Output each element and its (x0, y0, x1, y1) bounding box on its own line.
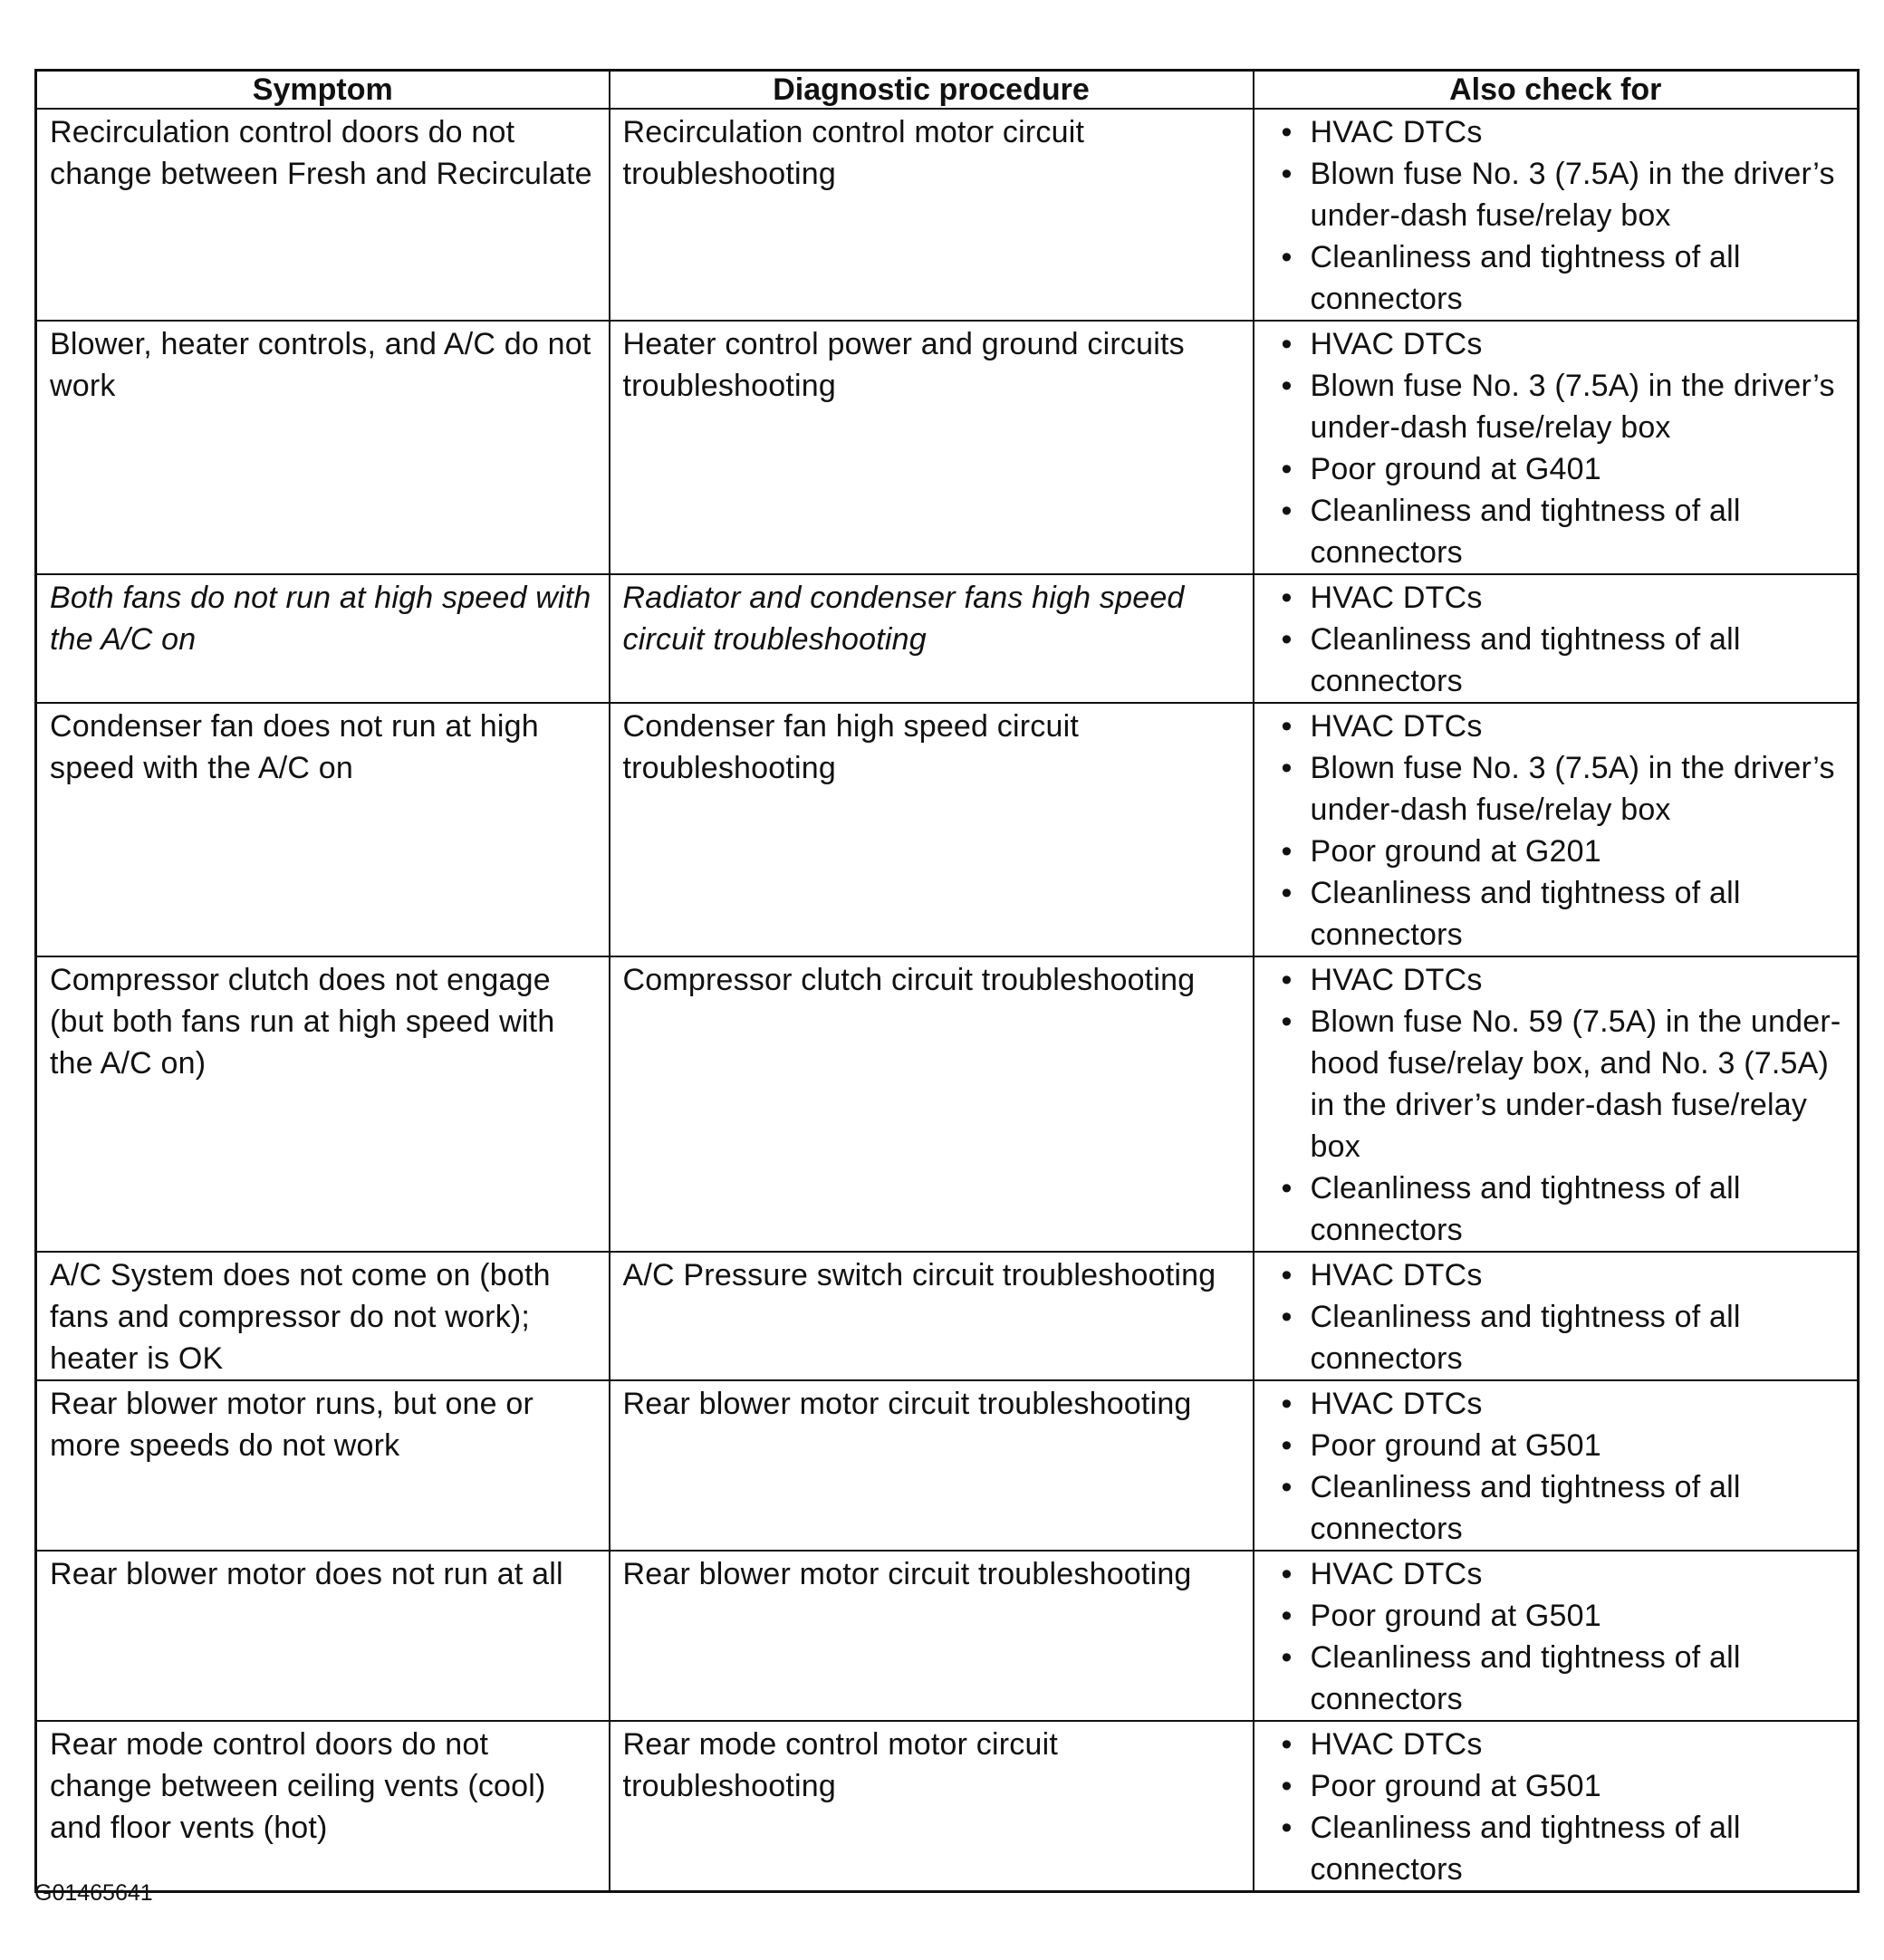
check-item-text: HVAC DTCs (1310, 1557, 1483, 1591)
check-item-text: Cleanliness and tightness of all connectors (1310, 876, 1741, 952)
table-row (36, 703, 1859, 956)
header-symptom: Symptom (36, 71, 610, 110)
bullet-icon: • (1281, 963, 1293, 997)
bullet-icon: • (1281, 494, 1293, 528)
check-item (1271, 1001, 1847, 1167)
procedure-cell: Radiator and condenser fans high speed circuit troubleshooting (610, 574, 1254, 703)
check-item (1271, 365, 1847, 448)
bullet-icon: • (1281, 709, 1293, 744)
bullet-icon: • (1281, 1470, 1293, 1504)
bullet-icon: • (1281, 622, 1293, 657)
check-item-text: HVAC DTCs (1310, 1727, 1483, 1762)
check-item-text: HVAC DTCs (1310, 1258, 1483, 1292)
bullet-icon: • (1281, 1769, 1293, 1803)
table-row (36, 1380, 1859, 1551)
check-item (1271, 1724, 1847, 1765)
check-item-text: Cleanliness and tightness of all connectors (1310, 1470, 1741, 1546)
check-item-text: HVAC DTCs (1310, 709, 1483, 744)
check-item-text: Poor ground at G201 (1310, 834, 1601, 869)
table-row (36, 1721, 1859, 1892)
check-item-text: Poor ground at G501 (1310, 1599, 1601, 1633)
check-item (1271, 1466, 1847, 1550)
table-row (36, 1252, 1859, 1380)
check-item (1271, 236, 1847, 320)
check-item (1271, 872, 1847, 956)
bullet-icon: • (1281, 1811, 1293, 1845)
procedure-cell: Rear blower motor circuit troubleshooting (610, 1380, 1254, 1551)
symptom-cell: Condenser fan does not run at high speed with the A/C on (36, 703, 610, 956)
procedure-cell: A/C Pressure switch circuit troubleshooting (610, 1252, 1254, 1380)
figure-id: G01465641 (34, 1880, 153, 1906)
check-item (1271, 747, 1847, 831)
also-check-cell (1254, 1380, 1859, 1551)
header-diagnostic-procedure: Diagnostic procedure (610, 71, 1254, 110)
check-list (1267, 1254, 1847, 1379)
symptom-cell: A/C System does not come on (both fans and compressor do not work); heater is OK (36, 1252, 610, 1380)
bullet-icon: • (1281, 1727, 1293, 1762)
procedure-cell: Rear mode control motor circuit troubleshooting (610, 1721, 1254, 1892)
check-item (1271, 1296, 1847, 1379)
bullet-icon: • (1281, 1428, 1293, 1463)
troubleshooting-table (34, 69, 1860, 1893)
table-row (36, 321, 1859, 574)
check-item (1271, 323, 1847, 365)
check-list (1267, 111, 1847, 320)
check-list (1267, 959, 1847, 1251)
also-check-cell (1254, 1252, 1859, 1380)
bullet-icon: • (1281, 581, 1293, 615)
symptom-cell: Both fans do not run at high speed with the A/C on (36, 574, 610, 703)
check-item-text: Blown fuse No. 3 (7.5A) in the driver’s under-dash fuse/relay box (1310, 751, 1835, 827)
also-check-cell (1254, 109, 1859, 321)
check-item (1271, 1254, 1847, 1296)
check-item (1271, 1383, 1847, 1425)
check-item (1271, 1553, 1847, 1595)
bullet-icon: • (1281, 876, 1293, 910)
also-check-cell (1254, 703, 1859, 956)
check-item (1271, 1807, 1847, 1890)
also-check-cell (1254, 956, 1859, 1252)
check-item-text: HVAC DTCs (1310, 1387, 1483, 1421)
table-row (36, 574, 1859, 703)
check-item-text: Cleanliness and tightness of all connectors (1310, 1300, 1741, 1376)
bullet-icon: • (1281, 1640, 1293, 1675)
also-check-cell (1254, 574, 1859, 703)
table-row (36, 956, 1859, 1252)
check-item-text: Cleanliness and tightness of all connectors (1310, 1640, 1741, 1716)
check-list (1267, 323, 1847, 573)
procedure-cell: Compressor clutch circuit troubleshooting (610, 956, 1254, 1252)
check-item-text: HVAC DTCs (1310, 581, 1483, 615)
check-item-text: Cleanliness and tightness of all connectors (1310, 1171, 1741, 1247)
symptom-cell: Rear blower motor runs, but one or more speeds do not work (36, 1380, 610, 1551)
procedure-cell: Recirculation control motor circuit troubleshooting (610, 109, 1254, 321)
check-item-text: Blown fuse No. 59 (7.5A) in the under-hood fuse/relay box, and No. 3 (7.5A) in the driver’s under-dash fuse/relay box (1310, 1004, 1841, 1164)
check-item (1271, 1637, 1847, 1720)
bullet-icon: • (1281, 1557, 1293, 1591)
table-row (36, 109, 1859, 321)
check-item-text: Cleanliness and tightness of all connectors (1310, 1811, 1741, 1887)
check-item-text: HVAC DTCs (1310, 963, 1483, 997)
check-item (1271, 1765, 1847, 1807)
bullet-icon: • (1281, 369, 1293, 403)
check-item (1271, 706, 1847, 747)
bullet-icon: • (1281, 452, 1293, 486)
check-item (1271, 1425, 1847, 1466)
check-item (1271, 153, 1847, 236)
table-row (36, 1551, 1859, 1721)
check-item-text: HVAC DTCs (1310, 327, 1483, 361)
check-item-text: Blown fuse No. 3 (7.5A) in the driver’s under-dash fuse/relay box (1310, 157, 1835, 233)
check-item-text: HVAC DTCs (1310, 115, 1483, 149)
bullet-icon: • (1281, 1300, 1293, 1334)
bullet-icon: • (1281, 834, 1293, 869)
check-item-text: Poor ground at G501 (1310, 1428, 1601, 1463)
bullet-icon: • (1281, 1599, 1293, 1633)
check-item-text: Cleanliness and tightness of all connectors (1310, 240, 1741, 316)
also-check-cell (1254, 1721, 1859, 1892)
check-item (1271, 831, 1847, 872)
troubleshooting-table-container (34, 69, 1857, 1893)
check-item (1271, 111, 1847, 153)
check-item-text: Poor ground at G501 (1310, 1769, 1601, 1803)
check-item (1271, 577, 1847, 619)
bullet-icon: • (1281, 157, 1293, 191)
also-check-cell (1254, 321, 1859, 574)
check-item-text: Poor ground at G401 (1310, 452, 1601, 486)
check-item-text: Cleanliness and tightness of all connectors (1310, 494, 1741, 570)
check-list (1267, 706, 1847, 956)
table-header-row (36, 71, 1859, 110)
check-item (1271, 959, 1847, 1001)
bullet-icon: • (1281, 115, 1293, 149)
symptom-cell: Compressor clutch does not engage (but both fans run at high speed with the A/C on) (36, 956, 610, 1252)
check-list (1267, 577, 1847, 702)
check-list (1267, 1383, 1847, 1550)
check-item-text: Blown fuse No. 3 (7.5A) in the driver’s under-dash fuse/relay box (1310, 369, 1835, 445)
check-list (1267, 1553, 1847, 1720)
check-item-text: Cleanliness and tightness of all connectors (1310, 622, 1741, 698)
bullet-icon: • (1281, 1387, 1293, 1421)
symptom-cell: Rear blower motor does not run at all (36, 1551, 610, 1721)
symptom-cell: Recirculation control doors do not change between Fresh and Recirculate (36, 109, 610, 321)
header-also-check-for: Also check for (1254, 71, 1859, 110)
procedure-cell: Condenser fan high speed circuit troubleshooting (610, 703, 1254, 956)
bullet-icon: • (1281, 1171, 1293, 1206)
check-item (1271, 1595, 1847, 1637)
check-item (1271, 1167, 1847, 1251)
check-item (1271, 619, 1847, 702)
symptom-cell: Blower, heater controls, and A/C do not work (36, 321, 610, 574)
symptom-cell: Rear mode control doors do not change between ceiling vents (cool) and floor vents (hot) (36, 1721, 610, 1892)
procedure-cell: Heater control power and ground circuits troubleshooting (610, 321, 1254, 574)
procedure-cell: Rear blower motor circuit troubleshooting (610, 1551, 1254, 1721)
bullet-icon: • (1281, 327, 1293, 361)
bullet-icon: • (1281, 240, 1293, 274)
bullet-icon: • (1281, 1258, 1293, 1292)
bullet-icon: • (1281, 1004, 1293, 1039)
check-item (1271, 448, 1847, 490)
check-item (1271, 490, 1847, 573)
check-list (1267, 1724, 1847, 1890)
also-check-cell (1254, 1551, 1859, 1721)
bullet-icon: • (1281, 751, 1293, 785)
